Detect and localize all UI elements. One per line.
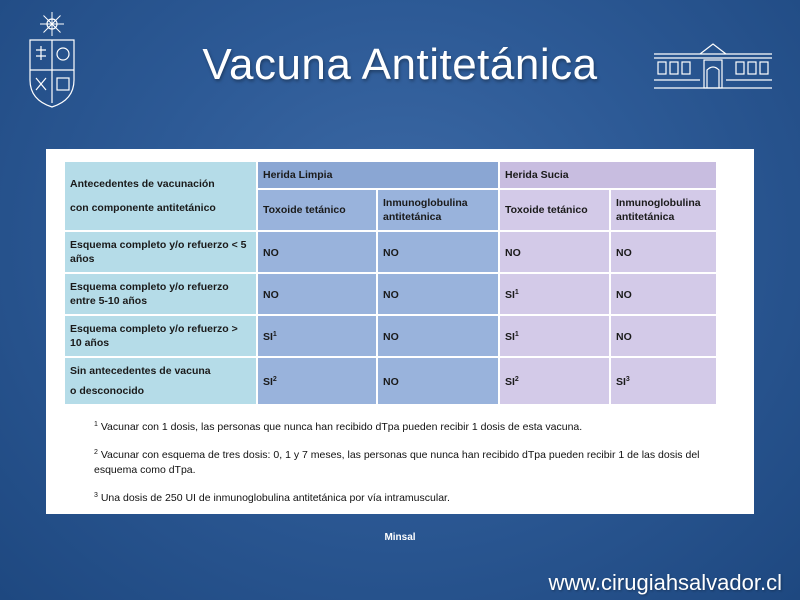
content-panel [46,149,754,514]
footnote-3 [94,488,734,506]
cell-hs-toxoide [499,315,610,357]
cell-hl-toxoide [257,357,377,405]
header-antecedentes-line2: con componente antitetánico [70,202,216,214]
cell-hs-toxoide [499,273,610,315]
cell-hl-inmuno [377,315,499,357]
row-label [64,357,257,405]
cell-value: SI [505,331,515,343]
cell-hl-inmuno [377,231,499,273]
subheader-hl-toxoide: Toxoide tetánico [257,189,377,231]
header-herida-limpia: Herida Limpia [257,161,499,189]
cell-hl-toxoide [257,231,377,273]
footnotes [94,417,734,516]
subheader-hs-toxoide: Toxoide tetánico [499,189,610,231]
cell-value: NO [505,247,521,259]
row-label-line2: o desconocido [70,385,145,397]
cell-value: NO [263,289,279,301]
footnote-1 [94,417,734,435]
footnote-2 [94,445,734,478]
cell-value: NO [383,289,399,301]
cell-hl-toxoide [257,273,377,315]
cell-hl-inmuno [377,273,499,315]
cell-value: NO [616,247,632,259]
footnote-text: Vacunar con esquema de tres dosis: 0, 1 y 7 meses, las personas que nunca han recibido dTpa pueden recibir 1 de las dosis del esquema como dTpa. [94,449,700,476]
website-url: www.cirugiahsalvador.cl [548,570,782,595]
cell-footnote-ref: 2 [514,376,519,383]
cell-hs-inmuno [610,357,717,405]
footnote-number: 3 [94,492,98,499]
source-caption: Minsal [384,532,416,543]
row-label: Esquema completo y/o refuerzo > 10 años [64,315,257,357]
cell-hs-inmuno [610,231,717,273]
cell-value: NO [616,331,632,343]
footnote-text: Una dosis de 250 UI de inmunoglobulina antitetánica por vía intramuscular. [97,492,450,504]
cell-footnote-ref: 2 [272,376,277,383]
cell-footnote-ref: 1 [272,331,277,338]
cell-hs-toxoide [499,231,610,273]
cell-value: SI [505,289,515,301]
row-label-line1: Sin antecedentes de vacuna [70,365,211,377]
cell-footnote-ref: 3 [625,376,630,383]
row-label: Esquema completo y/o refuerzo entre 5-10 años [64,273,257,315]
subheader-hs-inmuno-line2: antitetánica [616,211,675,223]
cell-hl-inmuno [377,357,499,405]
header-antecedentes [64,161,257,231]
header-herida-sucia: Herida Sucia [499,161,717,189]
row-label: Esquema completo y/o refuerzo < 5 años [64,231,257,273]
cell-footnote-ref: 1 [514,289,519,296]
cell-value: NO [616,289,632,301]
cell-value: SI [263,376,273,388]
cell-hs-inmuno [610,315,717,357]
subheader-hl-inmuno-line1: Inmunoglobulina [383,197,468,209]
footnote-text: Vacunar con 1 dosis, las personas que nunca han recibido dTpa pueden recibir 1 dosis de esta vacuna. [97,421,583,433]
cell-value: SI [505,376,515,388]
subheader-hl-inmuno-line2: antitetánica [383,211,442,223]
cell-hs-toxoide [499,357,610,405]
subheader-hs-inmuno-line1: Inmunoglobulina [616,197,701,209]
cell-hl-toxoide [257,315,377,357]
header-antecedentes-line1: Antecedentes de vacunación [70,178,215,190]
table-row [64,231,717,273]
cell-hs-inmuno [610,273,717,315]
footnote-number: 2 [94,449,98,456]
slide-title: Vacuna Antitetánica [202,40,598,89]
cell-value: SI [263,331,273,343]
table-header-row [64,161,717,189]
cell-value: SI [616,376,626,388]
cell-value: NO [383,376,399,388]
cell-value: NO [383,331,399,343]
vaccination-table [63,160,718,406]
subheader-hs-inmuno [610,189,717,231]
cell-value: NO [383,247,399,259]
cell-value: NO [263,247,279,259]
subheader-hl-inmuno [377,189,499,231]
table-row [64,273,717,315]
table-row [64,357,717,405]
cell-footnote-ref: 1 [514,331,519,338]
footnote-number: 1 [94,421,98,428]
table-row [64,315,717,357]
